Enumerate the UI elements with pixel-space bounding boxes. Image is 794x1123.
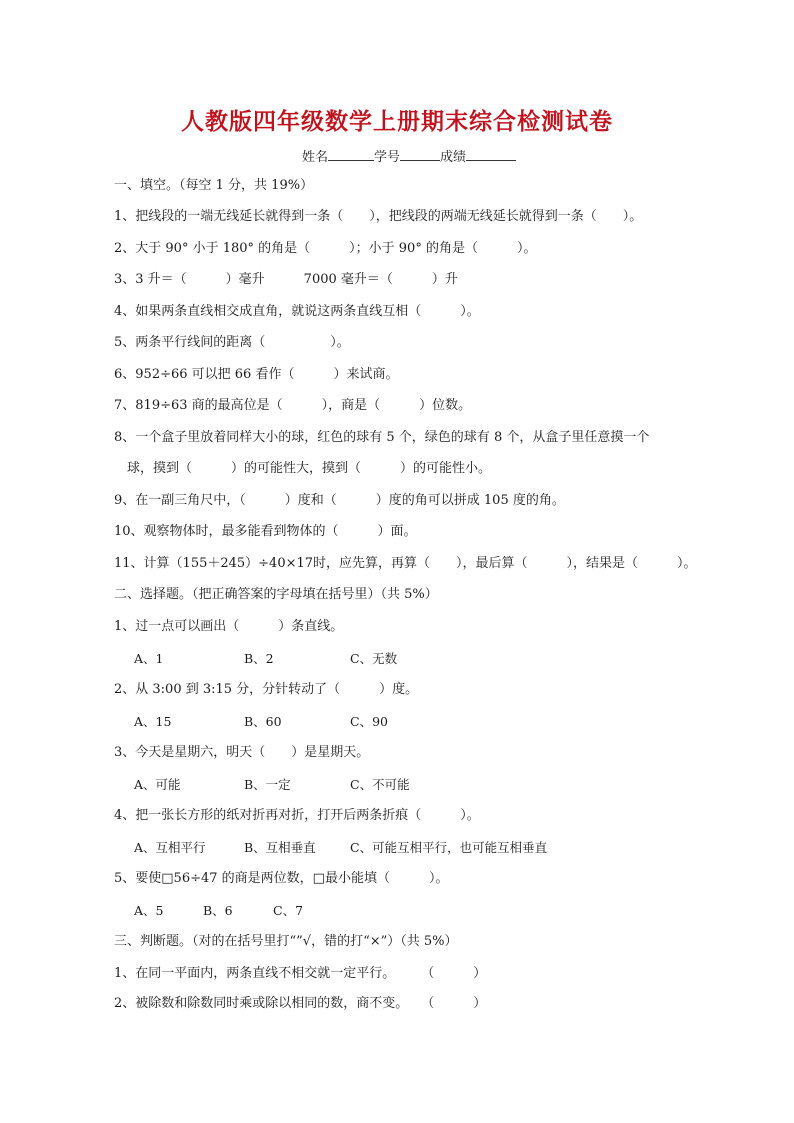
name-label: 姓名	[302, 150, 329, 165]
option-2-2-a: A、15	[134, 714, 172, 729]
question-1-4: 4、如果两条直线相交成直角，就说这两条直线互相（ ）。	[114, 304, 480, 319]
question-2-5: 5、要使□56÷47 的商是两位数，□最小能填（ ）。	[114, 871, 449, 886]
section-fill-blank-heading: 一、填空。（每空 1 分，共 19%）	[114, 178, 314, 193]
option-2-3-a: A、可能	[134, 777, 181, 792]
name-blank[interactable]	[328, 147, 374, 161]
question-1-3: 3、3 升＝（ ）毫升 7000 毫升＝（ ）升	[114, 272, 458, 287]
question-2-3: 3、今天是星期六，明天（ ）是星期天。	[114, 745, 370, 760]
option-2-5-a: A、5	[134, 903, 164, 918]
question-1-11: 11、计算（155＋245）÷40×17时，应先算，再算（ ），最后算（ ），结果是（ ）。	[114, 556, 697, 571]
question-2-2: 2、从 3:00 到 3:15 分，分针转动了（ ）度。	[114, 682, 419, 697]
option-2-3-c: C、不可能	[350, 777, 410, 792]
question-2-1: 1、过一点可以画出（ ）条直线。	[114, 619, 344, 634]
section-choice-heading: 二、选择题。（把正确答案的字母填在括号里）（共 5%）	[114, 587, 438, 602]
question-1-9: 9、在一副三角尺中，（ ）度和（ ）度的角可以拼成 105 度的角。	[114, 493, 565, 508]
id-blank[interactable]	[400, 147, 440, 161]
score-blank[interactable]	[466, 147, 516, 161]
option-2-1-a: A、1	[134, 651, 164, 666]
option-2-2-c: C、90	[350, 714, 388, 729]
question-1-8: 8、一个盒子里放着同样大小的球，红色的球有 5 个，绿色的球有 8 个，从盒子里任意摸一个	[114, 430, 650, 445]
question-3-2: 2、被除数和除数同时乘或除以相同的数，商不变。 （ ）	[114, 996, 487, 1011]
option-2-3-b: B、一定	[244, 777, 291, 792]
question-1-5: 5、两条平行线间的距离（ ）。	[114, 335, 350, 350]
option-2-2-b: B、60	[244, 714, 282, 729]
page-title: 人教版四年级数学上册期末综合检测试卷	[181, 108, 613, 135]
id-label: 学号	[374, 150, 401, 165]
option-2-1-b: B、2	[244, 651, 274, 666]
student-info	[302, 146, 516, 165]
option-2-4-a: A、互相平行	[134, 840, 206, 855]
option-2-4-c: C、可能互相平行，也可能互相垂直	[350, 840, 548, 855]
option-2-5-c: C、7	[273, 903, 304, 918]
question-1-8-cont: 球，摸到（ ）的可能性大，摸到（ ）的可能性小。	[114, 461, 492, 476]
option-2-4-b: B、互相垂直	[244, 840, 316, 855]
score-label: 成绩	[440, 150, 467, 165]
section-judge-heading: 三、判断题。（对的在括号里打“”√，错的打“×”）（共 5%）	[114, 934, 458, 949]
option-2-1-c: C、无数	[350, 651, 398, 666]
question-1-10: 10、观察物体时，最多能看到物体的（ ）面。	[114, 524, 417, 539]
question-3-1: 1、在同一平面内，两条直线不相交就一定平行。 （ ）	[114, 966, 487, 981]
question-1-2: 2、大于 90° 小于 180° 的角是（ ）；小于 90° 的角是（ ）。	[114, 241, 537, 256]
question-1-6: 6、952÷66 可以把 66 看作（ ）来试商。	[114, 367, 399, 382]
question-1-1: 1、把线段的一端无线延长就得到一条（ ），把线段的两端无线延长就得到一条（ ）。	[114, 209, 643, 224]
question-1-7: 7、819÷63 商的最高位是（ ），商是（ ）位数。	[114, 398, 472, 413]
option-2-5-b: B、6	[203, 903, 233, 918]
question-2-4: 4、把一张长方形的纸对折再对折，打开后两条折痕（ ）。	[114, 808, 480, 823]
